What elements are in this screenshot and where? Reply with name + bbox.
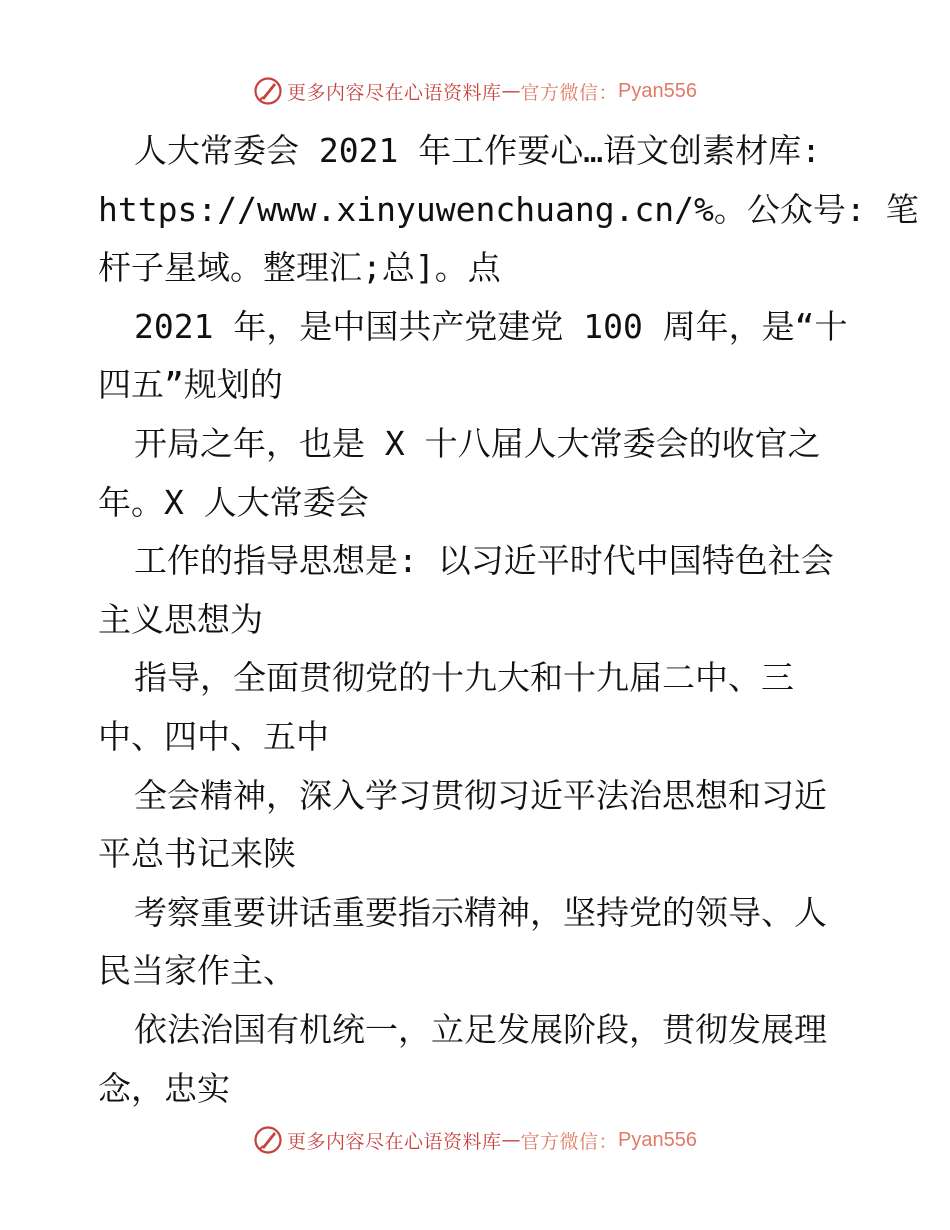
header-banner-title: 更多内容尽在心语资料库: [287, 81, 502, 104]
body-line: 2021 年，是中国共产党建党 100 周年，是“十: [134, 306, 848, 346]
header-banner: [0, 71, 950, 111]
body-line: 开局之年，也是 X 十八届人大常委会的收官之: [134, 423, 821, 463]
footer-banner-wechat-id: Pyan556: [618, 1128, 697, 1151]
header-banner-wechat-label: 官方微信：: [520, 81, 619, 104]
body-line: 杆子星域。整理汇;总]。点: [98, 248, 501, 288]
footer-banner-wechat-label: 官方微信：: [520, 1130, 619, 1153]
body-line: 全会精神，深入学习贯彻习近平法治思想和习近: [134, 775, 827, 815]
body-line: 民当家作主、: [98, 951, 296, 991]
quill-logo-icon: [253, 1125, 283, 1155]
body-line: https://www.xinyuwenchuang.cn/%。公众号: 笔: [98, 189, 919, 229]
footer-banner-title: 更多内容尽在心语资料库: [287, 1130, 502, 1153]
body-line: 四五”规划的: [98, 365, 283, 405]
header-banner-wechat-id: Pyan556: [618, 79, 697, 102]
body-line: 平总书记来陕: [98, 834, 296, 874]
footer-banner: [0, 1120, 950, 1160]
document-body: [98, 122, 919, 1118]
body-line: 念，忠实: [98, 1068, 230, 1108]
body-line: 主义思想为: [98, 599, 263, 639]
body-line: 工作的指导思想是: 以习近平时代中国特色社会: [134, 541, 834, 581]
body-line: 指导，全面贯彻党的十九大和十九届二中、三: [134, 658, 794, 698]
body-line: 人大常委会 2021 年工作要心…语文创素材库:: [134, 131, 821, 170]
body-line: 年。X 人大常委会: [98, 482, 369, 522]
body-line: 依法治国有机统一，立足发展阶段，贯彻发展理: [134, 1009, 827, 1049]
quill-logo-icon: [253, 76, 283, 106]
header-banner-dash: —: [501, 80, 521, 102]
body-line: 中、四中、五中: [98, 716, 329, 756]
body-line: 考察重要讲话重要指示精神，坚持党的领导、人: [134, 892, 827, 932]
footer-banner-dash: —: [501, 1129, 521, 1151]
